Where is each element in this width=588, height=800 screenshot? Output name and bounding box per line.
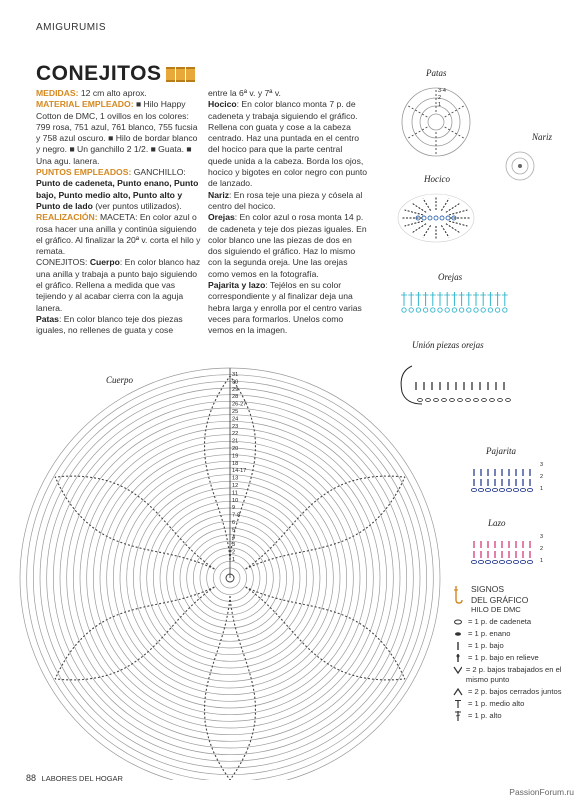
orejas-chain <box>409 308 413 312</box>
union-chain <box>450 399 455 402</box>
puntos-para <box>36 167 202 212</box>
hocico-para <box>208 99 368 189</box>
orejas-chain <box>416 308 420 312</box>
band-chain <box>478 488 483 491</box>
hocico-stitch <box>449 221 467 226</box>
chain-symbol <box>455 620 462 624</box>
patas-label: Patas <box>36 313 59 324</box>
union-chain <box>426 399 431 402</box>
patas-round-label: 1 <box>438 102 442 108</box>
union-chain <box>490 399 495 402</box>
band-chain <box>492 560 497 563</box>
hocico-chart-label: Hocico <box>424 174 450 184</box>
lazo-chart <box>462 528 552 570</box>
cuerpo-round-label: 28 <box>232 394 239 401</box>
nariz-chart <box>500 146 540 186</box>
legend-item <box>452 687 582 697</box>
band-chain <box>520 560 525 563</box>
legend-symbol-icon <box>452 653 464 663</box>
legend-item <box>452 711 582 721</box>
legend <box>452 584 582 721</box>
cuerpo-round-label: 12 <box>232 483 239 489</box>
patas-chart <box>394 80 484 160</box>
cuerpo-round-labels <box>232 372 246 563</box>
material-label: MATERIAL EMPLEADO: <box>36 99 134 110</box>
union-chain <box>506 399 511 402</box>
band-chain <box>513 488 518 491</box>
band-chain <box>506 560 511 563</box>
hocico-stitch <box>446 224 460 233</box>
pajarita-chart <box>462 456 552 498</box>
orejas-chart <box>398 282 518 318</box>
spool-icon <box>166 67 175 82</box>
legend-header <box>452 584 582 615</box>
pajarita-text: : Tejélos en su color correspondiente y al finalizar deja una hebra larga y enrolla por el centro varias veces para formarlos. Unelos como vemos en la imagen. <box>208 280 362 336</box>
orejas-chain <box>467 308 471 312</box>
conejitos-label: CONEJITOS: <box>36 257 90 268</box>
lazo-stitches <box>471 534 543 564</box>
hocico-stitch <box>449 210 467 215</box>
cuerpo-round-label: 14-17 <box>232 468 247 475</box>
nariz-text: : En rosa teje una pieza y cósela al centro del hocico. <box>208 189 363 211</box>
legend-symbol-icon <box>452 617 464 627</box>
hocico-stitch <box>441 225 449 237</box>
legend-item <box>452 629 582 639</box>
magazine-name: LABORES DEL HOGAR <box>41 774 123 783</box>
union-stitches <box>401 366 510 404</box>
cuerpo-round-label: 29 <box>232 386 239 393</box>
orejas-chain <box>431 308 435 312</box>
text-column-1 <box>36 88 202 337</box>
hocico-text: : En color blanco monta 7 p. de cadeneta y trabaja siguiendo el gráfico. Rellena con guata y cose a la cabeza centrado. Haz una puntada en el centro del hocico para que la parte central quede unida a la cabeza. Borda los ojos, hocico y bigotes en color negro con punto de lanzado. <box>208 99 368 189</box>
legend-item <box>452 653 582 663</box>
orejas-chain <box>402 308 406 312</box>
patas-increase-line <box>408 106 427 117</box>
article-title <box>36 62 195 86</box>
union-chain <box>434 399 439 402</box>
cuerpo-round-label: 18 <box>232 460 239 467</box>
orejas-chain <box>503 308 507 312</box>
orejas-text: : En color azul o rosa monta 14 p. de cadeneta y teje dos piezas iguales. En color blanco une las piezas de dos en dos siguiendo el gráfico. Haz lo mismo con la segunda oreja. Une las orejas como vemos en la fotografía. <box>208 212 367 279</box>
orejas-chain <box>488 308 492 312</box>
cuerpo-round-label: 11 <box>232 490 238 497</box>
union-chart <box>392 352 522 412</box>
hocico-stitch <box>423 199 431 211</box>
cuerpo-round-label: 26-27 <box>232 401 247 408</box>
cuerpo-round-label: 20 <box>232 446 239 452</box>
cuerpo-round-label: 5 <box>232 527 236 534</box>
patas-round-label: 3-4 <box>438 88 446 94</box>
hocico-chain <box>446 216 450 220</box>
union-curve-top <box>401 366 412 392</box>
spool-icon <box>176 67 185 82</box>
section-header: AMIGURUMIS <box>36 22 106 33</box>
puntos-text-b: Punto de cadeneta, Punto enano, Punto bajo, Punto medio alto, Punto alto y Punto de lado <box>36 178 199 211</box>
cuerpo-round-label: 23 <box>232 423 239 430</box>
hocico-stitch <box>423 225 431 237</box>
cuerpo-round-label: 13 <box>232 475 239 482</box>
hocico-stitches <box>398 194 474 242</box>
cuerpo-round-label: 2 <box>232 549 236 556</box>
band-chain <box>478 560 483 563</box>
legend-item-label: = 1 p. bajo <box>468 641 504 650</box>
orejas-label: Orejas <box>208 212 235 223</box>
orejas-chain <box>445 308 449 312</box>
orejas-chain <box>438 308 442 312</box>
cuerpo-round-label: 6 <box>232 520 236 526</box>
union-chain <box>418 399 423 402</box>
patas-chart-label: Patas <box>426 68 447 78</box>
page-footer <box>26 773 123 783</box>
band-chain <box>485 488 490 491</box>
cuerpo-round-label: 1 <box>232 557 236 563</box>
band-chain <box>499 488 504 491</box>
hook-icon <box>452 584 466 604</box>
medidas-text: 12 cm alto aprox. <box>78 88 147 98</box>
band-row-label: 2 <box>540 546 544 552</box>
band-row-label: 1 <box>540 558 544 564</box>
legend-item-label: = 1 p. medio alto <box>468 699 525 708</box>
band-row-label: 3 <box>540 534 544 540</box>
hocico-stitch <box>446 203 460 212</box>
band-chain <box>471 488 476 491</box>
pajarita-para <box>208 280 368 336</box>
dec-symbol <box>454 689 462 695</box>
spool-icon <box>186 67 195 82</box>
union-chart-label: Unión piezas orejas <box>412 340 484 350</box>
nariz-chart-label: Nariz <box>532 132 553 142</box>
hocico-chain <box>422 216 426 220</box>
col2-intro: entre la 6ª v. y 7ª v. <box>208 88 281 98</box>
orejas-chain <box>481 308 485 312</box>
legend-item <box>452 641 582 651</box>
patas-increase-line <box>408 127 427 138</box>
cuerpo-round-label: 7-8 <box>232 512 241 519</box>
cuerpo-round-label: 19 <box>232 453 239 460</box>
nariz-label: Nariz <box>208 189 230 200</box>
puntos-text-a: GANCHILLO: <box>131 167 186 178</box>
legend-symbol-icon <box>452 665 462 675</box>
pajarita-label: Pajarita y lazo <box>208 280 266 291</box>
band-row-label: 2 <box>540 474 544 480</box>
band-row-label: 3 <box>540 462 544 468</box>
cuerpo-round-label: 9 <box>232 505 236 512</box>
puntos-text-c: (ver puntos utilizados). <box>92 200 182 211</box>
hocico-stitch <box>412 224 426 233</box>
patas-round-label: 2 <box>438 95 442 101</box>
band-row-label: 1 <box>540 486 544 492</box>
band-chain <box>471 560 476 563</box>
cuerpo-round-label: 3 <box>232 542 236 549</box>
pajarita-chart-label: Pajarita <box>486 446 517 456</box>
union-chain <box>458 399 463 402</box>
legend-symbol-icon <box>452 629 464 639</box>
orejas-chain <box>452 308 456 312</box>
realizacion-para <box>36 212 202 257</box>
legend-symbol-icon <box>452 699 464 709</box>
cuerpo-spokes <box>55 368 405 780</box>
union-chain <box>474 399 479 402</box>
orejas-chain <box>474 308 478 312</box>
puntos-label: PUNTOS EMPLEADOS: <box>36 167 132 178</box>
cuerpo-chart <box>0 360 450 780</box>
cuerpo-round-label: 24 <box>232 416 239 423</box>
legend-items <box>452 617 582 721</box>
cuerpo-round-label: 10 <box>232 497 239 504</box>
hocico-stitch <box>405 221 423 226</box>
cuerpo-chart-label: Cuerpo <box>106 375 133 385</box>
legend-item-label: = 1 p. enano <box>468 629 511 638</box>
patas-text: : En color blanco teje dos piezas iguales, no rellenes de guata y cose <box>36 313 183 336</box>
hocico-chain <box>440 216 444 220</box>
hocico-stitch <box>441 199 449 211</box>
pajarita-stitches <box>471 462 543 492</box>
material-text: ■ Hilo Happy Cotton de DMC, 1 ovillos en los colores: 799 rosa, 751 azul, 761 blanco, 755 fucsia y 758 azul oscuro. ■ Hilo de bordar blanco y negro. ■ Un ganchillo 2 1/2. ■ Guata. ■ Una agu. lanera. <box>36 99 198 166</box>
band-chain <box>485 560 490 563</box>
cuerpo-para <box>36 257 202 313</box>
band-chain <box>499 560 504 563</box>
legend-title-1: SIGNOS <box>471 584 505 594</box>
title-text: CONEJITOS <box>36 62 162 85</box>
union-chain <box>466 399 471 402</box>
medidas-label: MEDIDAS: <box>36 88 79 98</box>
cuerpo-round-label: 25 <box>232 409 239 415</box>
orejas-chart-label: Orejas <box>438 272 463 282</box>
lazo-chart-label: Lazo <box>488 518 506 528</box>
orejas-stitches <box>401 292 508 312</box>
legend-item-label: = 1 p. bajo en relieve <box>468 653 539 662</box>
nariz-para <box>208 190 368 213</box>
orejas-chain <box>459 308 463 312</box>
nariz-center <box>518 164 522 168</box>
legend-symbol-icon <box>452 641 464 651</box>
text-column-2 <box>208 88 368 337</box>
cuerpo-round-label: 21 <box>232 438 239 445</box>
hocico-chain <box>428 216 432 220</box>
legend-symbol-icon <box>452 711 464 721</box>
union-chain <box>498 399 503 402</box>
orejas-chain <box>495 308 499 312</box>
cuerpo-label: Cuerpo <box>89 257 120 268</box>
patas-ring <box>428 114 444 130</box>
legend-item-label: = 2 p. bajos trabajados en el mismo punto <box>465 665 562 684</box>
patas-round-labels <box>438 88 446 108</box>
band-chain <box>513 560 518 563</box>
cuerpo-round-label: 30 <box>232 379 239 386</box>
patas-increase-line <box>445 127 464 138</box>
legend-item-label: = 1 p. de cadeneta <box>468 617 532 626</box>
hocico-stitch <box>412 203 426 212</box>
inc-symbol <box>454 667 462 673</box>
medidas-para <box>36 88 202 99</box>
band-chain <box>506 488 511 491</box>
orejas-chain <box>423 308 427 312</box>
dc-slash <box>456 715 460 716</box>
cuerpo-round-label: 22 <box>232 431 239 438</box>
screlief-dot <box>457 655 460 658</box>
patas-rings <box>402 88 470 156</box>
orejas-para <box>208 212 368 280</box>
watermark: PassionForum.ru <box>509 787 574 797</box>
band-chain <box>527 488 532 491</box>
slip-symbol <box>455 632 461 636</box>
band-chain <box>520 488 525 491</box>
hocico-chart <box>392 186 482 250</box>
material-para <box>36 99 202 167</box>
legend-item <box>452 699 582 709</box>
patas-increase-line <box>445 106 464 117</box>
legend-item-label: = 2 p. bajos cerrados juntos <box>468 687 562 696</box>
hocico-stitch <box>405 210 423 215</box>
legend-symbol-icon <box>452 687 464 697</box>
legend-item-label: = 1 p. alto <box>468 711 502 720</box>
realizacion-text: MACETA: En color azul o rosa hacer una anilla y continúa siguiendo el gráfico. Al finalizar la 20ª v. corta el hilo y remata. <box>36 212 201 257</box>
hocico-label: Hocico <box>208 99 237 110</box>
cuerpo-round-label: 31 <box>232 372 239 378</box>
band-chain <box>527 560 532 563</box>
cuerpo-round-label: 4 <box>232 534 236 541</box>
spool-icons <box>166 67 195 82</box>
realizacion-label: REALIZACIÓN: <box>36 212 98 223</box>
cuerpo-text: : En color blanco haz una anilla y trabaja a punto bajo siguiendo el gráfico. Rellena a medida que vas tejiendo y al acabar cierra con la aguja lanera. <box>36 257 201 313</box>
union-chain <box>442 399 447 402</box>
legend-item <box>452 665 582 685</box>
patas-para <box>36 314 202 337</box>
legend-item <box>452 617 582 627</box>
patas-ring <box>412 98 460 146</box>
legend-subtitle: HILO DE DMC <box>471 605 521 614</box>
band-chain <box>492 488 497 491</box>
page-number: 88 <box>26 773 37 783</box>
hocico-chain <box>434 216 438 220</box>
legend-title-2: DEL GRÁFICO <box>471 594 529 605</box>
union-chain <box>482 399 487 402</box>
union-curve-bottom <box>402 392 422 404</box>
